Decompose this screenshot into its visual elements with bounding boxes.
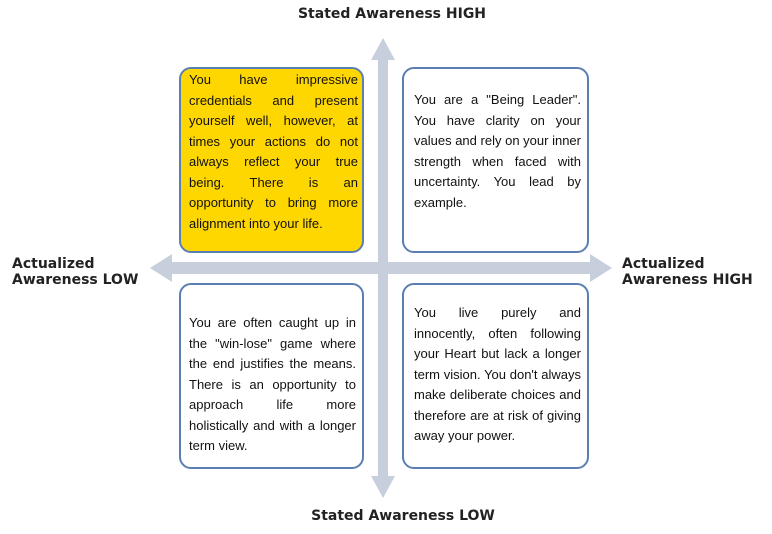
quadrant-top-right: You are a "Being Leader". You have clarity on your values and rely on your inner strength when faced with uncertainty. You lead by example. [402,67,589,253]
quadrant-bottom-left: You are often caught up in the "win-lose" game where the end justifies the means. There is an opportunity to approach life more holistically and with a longer term view. [179,283,364,469]
axis-label-actualized-low-line2: Awareness LOW [12,272,139,288]
axis-label-actualized-high-line2: Awareness HIGH [622,272,753,288]
axis-label-actualized-low [12,256,138,288]
quadrant-bottom-right: You live purely and innocently, often following your Heart but lack a longer term vision. You don't always make deliberate choices and therefore are at risk of giving away your power. [402,283,589,469]
quadrant-top-left: You have impressive credentials and present yourself well, however, at times your actions do not always reflect your true being. There is an opportunity to bring more alignment into your life. [179,67,364,253]
axis-label-actualized-high [622,256,753,288]
axis-label-actualized-low-line1: Actualized [12,256,95,272]
axis-label-actualized-high-line1: Actualized [622,256,705,272]
axis-label-stated-low: Stated Awareness LOW [311,508,495,524]
axis-label-stated-high: Stated Awareness HIGH [297,6,487,22]
